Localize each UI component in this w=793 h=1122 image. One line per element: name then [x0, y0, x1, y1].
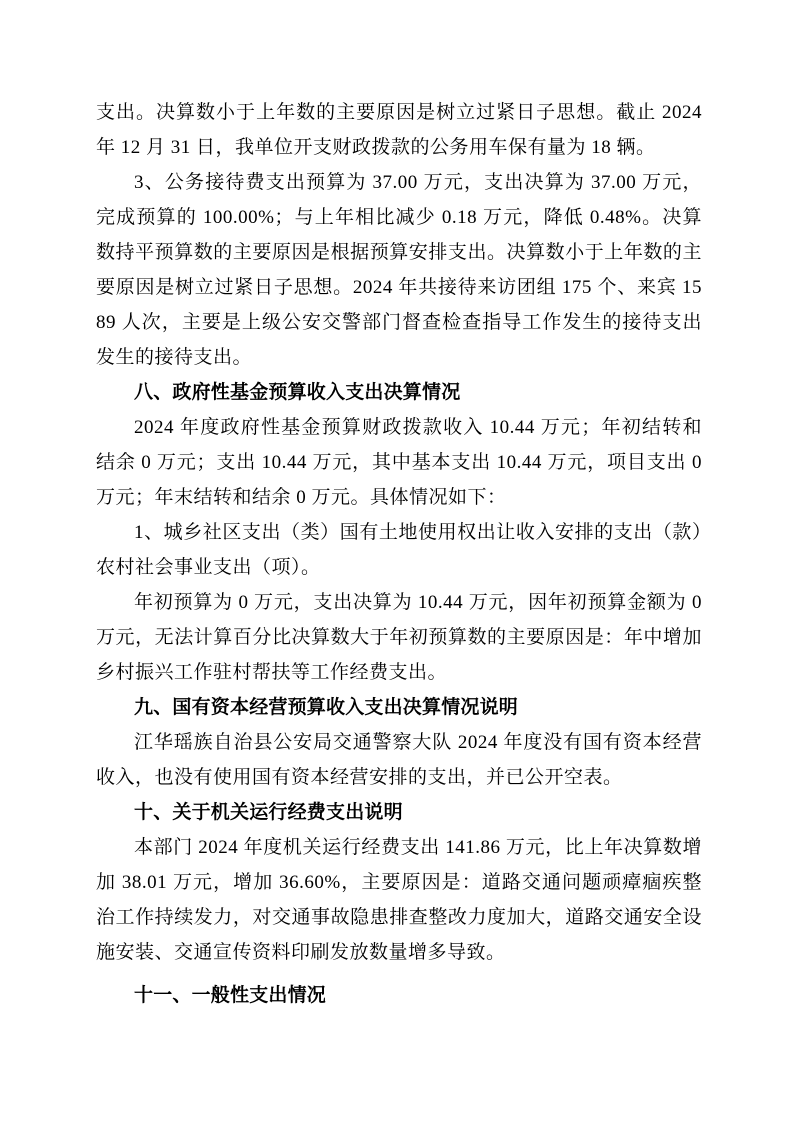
section-heading: 十、关于机关运行经费支出说明: [134, 802, 403, 823]
section-heading: 九、国有资本经营预算收入支出决算情况说明: [134, 697, 519, 718]
section-heading: 十一、一般性支出情况: [134, 985, 327, 1006]
body-paragraph: 2024 年度政府性基金预算财政拨款收入 10.44 万元；年初结转和结余 0 万元；支出 10.44 万元，其中基本支出 10.44 万元，项目支出 0 万元；年末结转和结余 0 万元。具体情况如下：: [96, 417, 702, 508]
document-content: [96, 95, 702, 1013]
body-paragraph: 3、公务接待费支出预算为 37.00 万元，支出决算为 37.00 万元，完成预算的 100.00%；与上年相比减少 0.18 万元，降低 0.48%。决算数持平预算数的主要原因是根据预算安排支出。决算数小于上年数的主要原因是树立过紧日子思想。2024 年共接待来访团组 175 个、来宾 1589 人次，主要是上级公安交警部门督查检查指导工作发生的接待支出发生的接待支出。: [96, 172, 702, 368]
body-paragraph: 支出。决算数小于上年数的主要原因是树立过紧日子思想。截止 2024 年 12 月 31 日，我单位开支财政拨款的公务用车保有量为 18 辆。: [96, 102, 702, 158]
body-paragraph: 本部门 2024 年度机关运行经费支出 141.86 万元，比上年决算数增加 38.01 万元，增加 36.60%，主要原因是：道路交通问题顽瘴痼疾整治工作持续发力，对交通事故隐患排查整改力度加大，道路交通安全设施安装、交通宣传资料印刷发放数量增多导致。: [96, 837, 702, 963]
body-paragraph: 年初预算为 0 万元，支出决算为 10.44 万元，因年初预算金额为 0 万元，无法计算百分比决算数大于年初预算数的主要原因是：年中增加乡村振兴工作驻村帮扶等工作经费支出。: [96, 592, 702, 683]
body-paragraph: 1、城乡社区支出（类）国有土地使用权出让收入安排的支出（款）农村社会事业支出（项）。: [96, 522, 702, 578]
section-heading: 八、政府性基金预算收入支出决算情况: [134, 382, 461, 403]
body-paragraph: 江华瑶族自治县公安局交通警察大队 2024 年度没有国有资本经营收入，也没有使用国有资本经营安排的支出，并已公开空表。: [96, 732, 702, 788]
